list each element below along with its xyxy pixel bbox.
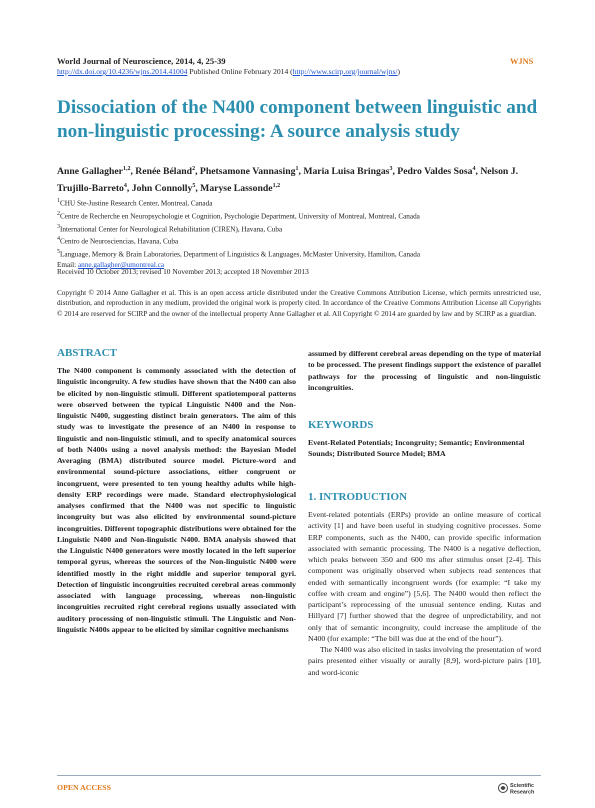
footer-divider	[57, 775, 541, 776]
affiliations	[57, 196, 547, 270]
article-title: Dissociation of the N400 component between linguistic and non-linguistic processing: A source analysis study	[57, 97, 538, 142]
intro-paragraph-1: Event-related potentials (ERPs) provide an online measure of cortical activity [1] and have been useful in studying cognitive processes. Some ERP components, such as the N400, can provide specific information associated with semantic processing. The N400 is a negative deflection, which peaks between 350 and 600 ms after stimulus onset [2-4]. This component was originally observed when subjects read sentences that ended with semantically incongruent words (for example: “I take my coffee with cream and engine”) [5,6]. The N400 would then reflect the participant’s reprocessing of the unusual sentence ending. Kutas and Hillyard [7] further showed that the degree of unpredictability, and not only that of semantic incongruity, could increase the amplitude of the N400 (for example: “The bill was due at the end of the hour”).	[308, 510, 541, 643]
keywords-heading: KEYWORDS	[308, 419, 374, 431]
author-list	[57, 162, 547, 196]
affiliation-item	[57, 222, 547, 235]
affiliation-text: International Center for Neurological Rehabilitation (CIREN), Havana, Cuba	[60, 224, 283, 233]
received-dates: Received 10 October 2013; revised 10 November 2013; accepted 18 November 2013	[57, 267, 309, 276]
doi-line	[57, 67, 400, 76]
intro-paragraph-2: The N400 was also elicited in tasks involving the presentation of word pairs presented either visually or aurally [8,9], word-picture pairs [10], and word-iconic	[308, 645, 541, 677]
author-affiliation-marker: 3	[389, 166, 393, 172]
affiliation-text: Centro de Neurosciencias, Havana, Cuba	[60, 237, 179, 246]
journal-abbrev: WJNS	[510, 57, 534, 66]
author-separator: ,	[475, 166, 481, 178]
doi-link[interactable]: http://dx.doi.org/10.4236/wjns.2014.41004	[57, 67, 188, 76]
open-access-label: OPEN ACCESS	[57, 783, 111, 792]
author-affiliation-marker: 5	[192, 183, 196, 190]
affiliation-item	[57, 209, 547, 222]
affiliation-text: Centre de Recherche en Neuropsychologie et Cognition, Psychologie Department, University of Montreal, Montreal, Canada	[60, 212, 420, 221]
email-link[interactable]: anne.gallagher@umontreal.ca	[77, 260, 165, 269]
author-affiliation-marker: 4	[472, 166, 476, 172]
scientific-research-logo	[498, 780, 544, 796]
author-name: Pedro Valdes Sosa	[397, 166, 473, 178]
author-separator: ,	[195, 183, 201, 195]
email-line: Email: anne.gallagher@umontreal.ca	[57, 260, 165, 269]
copyright-notice: Copyright © 2014 Anne Gallagher et al. This is an open access article distributed under the Creative Commons Attribution License, which permits unrestricted use, distribution, and reproduction in any medium, provided the original work is properly cited. In accordance of the Creative Commons Attribution License all Copyrights © 2014 are reserved for SCIRP and the owner of the intellectual property Anne Gallagher et al. All Copyright © 2014 are guarded by law and by SCIRP as a guardian.	[57, 289, 541, 318]
affiliation-marker: 2	[57, 210, 60, 217]
affiliation-text: CHU Ste-Justine Research Center, Montreal, Canada	[60, 199, 213, 208]
journal-line: World Journal of Neuroscience, 2014, 4, 25-39	[57, 56, 226, 66]
author-affiliation-marker: 1,2	[272, 183, 281, 190]
affiliation-item	[57, 196, 547, 209]
author-name: Maryse Lassonde	[200, 183, 273, 195]
affiliation-marker: 4	[57, 236, 60, 243]
author-separator: ,	[298, 166, 304, 178]
author-name: Anne Gallagher	[57, 166, 123, 178]
abstract-heading: ABSTRACT	[57, 347, 117, 359]
author-separator: ,	[126, 183, 132, 195]
author-separator: ,	[392, 166, 398, 178]
author-name: John Connolly	[131, 183, 193, 195]
author-name: Renée Béland	[135, 166, 193, 178]
logo-text-line1: Scientific	[510, 783, 534, 789]
abstract-text: The N400 component is commonly associated with the detection of linguistic incongruity. A few studies have shown that the N400 can also be elicited by non-linguistic stimuli. Different spatiotemporal patterns were observed between the typical Linguistic N400 and the Non-linguistic N400, suggesting distinct brain generators. The aim of this study was to investigate the presence of an N400 in response to linguistic and non-linguistic stimuli, and to specify anatomical sources of both N400s using a novel analysis method: the Bayesian Model Averaging (BMA) distributed source model. Picture-word and environmental sound-picture associations, either congruent or incongruent, were presented to ten young healthy adults while high-density ERP recordings were made. Standard electrophysiological analyses confirmed that the N400 was not specific to linguistic incongruity but was also elicited by environmental sound-picture incongruities. Different topographic distributions were obtained for the Linguistic N400 and Non-linguistic N400. BMA analysis showed that the Linguistic N400 generators were mostly located in the left superior temporal gyrus, whereas the sources of the Non-linguistic N400 were identified mostly in the right middle and superior temporal gyri. Detection of linguistic incongruities recruited cerebral areas commonly associated with language processing, whereas non-linguistic incongruities recruited right cerebral regions usually associated with auditory processing of non-linguistic stimuli. The Linguistic and Non-linguistic N400s appear to be elicited by similar cognitive mechanisms	[57, 366, 296, 634]
abstract-text-continued: assumed by different cerebral areas depending on the type of material to be processed. The present findings support the existence of parallel pathways for the processing of linguistic and non-linguistic incongruities.	[308, 349, 541, 392]
introduction-text	[308, 509, 541, 678]
author-separator: ,	[130, 166, 136, 178]
affiliation-marker: 3	[57, 223, 60, 230]
affiliation-marker: 5	[57, 249, 60, 256]
published-close: )	[397, 67, 401, 76]
affiliation-item	[57, 234, 547, 247]
affiliation-item	[57, 247, 547, 260]
author-affiliation-marker: 4	[123, 183, 127, 190]
author-affiliation-marker: 1,2	[122, 166, 131, 172]
affiliation-marker: 1	[57, 198, 60, 204]
published-text: Published Online February 2014 (	[187, 67, 293, 76]
keywords-text: Event-Related Potentials; Incongruity; Semantic; Environmental Sounds; Distributed Source Model; BMA	[308, 438, 525, 459]
affiliation-text: Language, Memory & Brain Laboratories, Department of Linguistics & Languages, McMaster University, Hamilton, Canada	[60, 250, 421, 259]
author-name: Phetsamone Vannasing	[199, 166, 296, 178]
author-name: Maria Luisa Bringas	[303, 166, 390, 178]
logo-text-line2: Research	[510, 789, 535, 796]
journal-url-link[interactable]: http://www.scirp.org/journal/wjns/	[292, 67, 398, 76]
author-name: Nelson J. Trujillo-Barreto	[57, 166, 518, 195]
author-affiliation-marker: 1	[295, 166, 299, 172]
author-affiliation-marker: 2	[192, 166, 196, 172]
introduction-heading: 1. INTRODUCTION	[308, 491, 408, 503]
author-separator: ,	[195, 166, 200, 178]
